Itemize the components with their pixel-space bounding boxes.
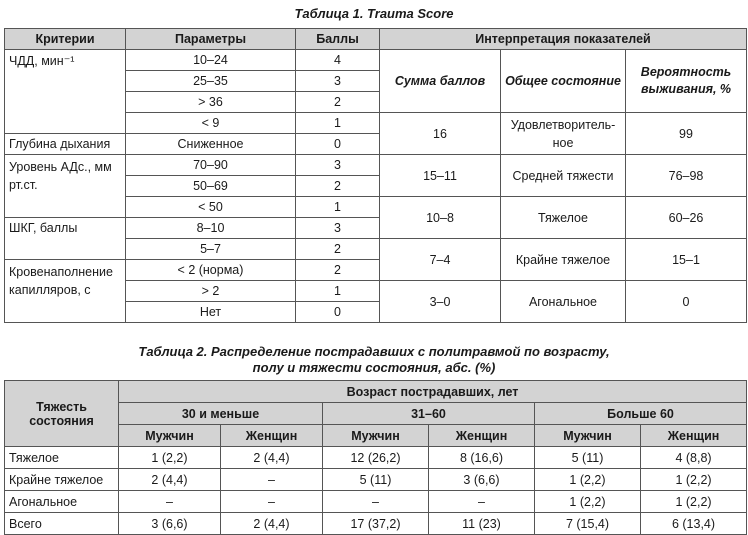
param-cell: Сниженное (126, 134, 296, 155)
criterion-bp: Уровень АДс., мм рт.ст. (5, 155, 126, 218)
points-cell: 2 (296, 176, 380, 197)
param-cell: 10–24 (126, 50, 296, 71)
param-cell: 5–7 (126, 239, 296, 260)
header-female: Женщин (221, 425, 323, 447)
header-male: Мужчин (119, 425, 221, 447)
interp-sum: 7–4 (380, 239, 501, 281)
interp-header-survival: Вероятность выживания, % (626, 50, 747, 113)
interp-survival: 76–98 (626, 155, 747, 197)
interp-sum: 15–11 (380, 155, 501, 197)
value-cell: 17 (37,2) (323, 513, 429, 535)
points-cell: 2 (296, 239, 380, 260)
value-cell: – (221, 469, 323, 491)
points-cell: 2 (296, 260, 380, 281)
table-row (5, 469, 747, 491)
param-cell: < 2 (норма) (126, 260, 296, 281)
points-cell: 3 (296, 155, 380, 176)
interp-survival: 60–26 (626, 197, 747, 239)
value-cell: – (323, 491, 429, 513)
interp-sum: 16 (380, 113, 501, 155)
param-cell: < 9 (126, 113, 296, 134)
header-male: Мужчин (535, 425, 641, 447)
row-label: Крайне тяжелое (5, 469, 119, 491)
interp-survival: 0 (626, 281, 747, 323)
value-cell: 6 (13,4) (641, 513, 747, 535)
value-cell: 4 (8,8) (641, 447, 747, 469)
interp-survival: 15–1 (626, 239, 747, 281)
value-cell: 1 (2,2) (641, 491, 747, 513)
points-cell: 0 (296, 134, 380, 155)
param-cell: 8–10 (126, 218, 296, 239)
header-age-group: 30 и меньше (119, 403, 323, 425)
interp-state: Агональное (501, 281, 626, 323)
value-cell: 3 (6,6) (429, 469, 535, 491)
interp-sum: 3–0 (380, 281, 501, 323)
value-cell: 2 (4,4) (221, 513, 323, 535)
interp-state: Тяжелое (501, 197, 626, 239)
value-cell: 3 (6,6) (119, 513, 221, 535)
param-cell: 50–69 (126, 176, 296, 197)
row-label: Агональное (5, 491, 119, 513)
interp-survival: 99 (626, 113, 747, 155)
table-row (5, 381, 747, 403)
value-cell: 1 (2,2) (535, 469, 641, 491)
interp-state: Крайне тяжелое (501, 239, 626, 281)
header-female: Женщин (429, 425, 535, 447)
param-cell: > 36 (126, 92, 296, 113)
table1-caption: Таблица 1. Trauma Score (294, 6, 454, 21)
param-cell: 70–90 (126, 155, 296, 176)
table-row (5, 155, 747, 176)
interp-sum: 10–8 (380, 197, 501, 239)
value-cell: – (429, 491, 535, 513)
header-criteria: Критерии (5, 29, 126, 50)
interp-header-state: Общее состояние (501, 50, 626, 113)
value-cell: – (119, 491, 221, 513)
points-cell: 2 (296, 92, 380, 113)
points-cell: 1 (296, 197, 380, 218)
row-label: Тяжелое (5, 447, 119, 469)
value-cell: 8 (16,6) (429, 447, 535, 469)
value-cell: 7 (15,4) (535, 513, 641, 535)
value-cell: 1 (2,2) (119, 447, 221, 469)
header-male: Мужчин (323, 425, 429, 447)
points-cell: 3 (296, 218, 380, 239)
value-cell: 5 (11) (323, 469, 429, 491)
criterion-depth: Глубина дыхания (5, 134, 126, 155)
param-cell: < 50 (126, 197, 296, 218)
param-cell: 25–35 (126, 71, 296, 92)
interp-state: Средней тяжести (501, 155, 626, 197)
value-cell: 1 (2,2) (535, 491, 641, 513)
header-parameters: Параметры (126, 29, 296, 50)
criterion-cap: Кровенаполнение капилляров, с (5, 260, 126, 323)
points-cell: 1 (296, 281, 380, 302)
table-row (5, 50, 747, 71)
points-cell: 1 (296, 113, 380, 134)
header-interpretation: Интерпретация показателей (380, 29, 747, 50)
table2-caption-line2: полу и тяжести состояния, абс. (%) (252, 360, 496, 375)
table-row (5, 29, 747, 50)
table-row (5, 447, 747, 469)
header-female: Женщин (641, 425, 747, 447)
criterion-gcs: ШКГ, баллы (5, 218, 126, 260)
interp-header-sum: Сумма баллов (380, 50, 501, 113)
header-points: Баллы (296, 29, 380, 50)
value-cell: 5 (11) (535, 447, 641, 469)
table2-caption-line1: Таблица 2. Распределение пострадавших с политравмой по возрасту, (138, 344, 610, 359)
value-cell: – (221, 491, 323, 513)
interp-state: Удовлетворитель-ное (501, 113, 626, 155)
header-severity: Тяжесть состояния (5, 381, 119, 447)
header-age: Возраст пострадавших, лет (119, 381, 747, 403)
value-cell: 1 (2,2) (641, 469, 747, 491)
trauma-score-table (4, 28, 747, 323)
row-label: Всего (5, 513, 119, 535)
value-cell: 11 (23) (429, 513, 535, 535)
points-cell: 0 (296, 302, 380, 323)
param-cell: Нет (126, 302, 296, 323)
value-cell: 2 (4,4) (119, 469, 221, 491)
table-row (5, 491, 747, 513)
points-cell: 3 (296, 71, 380, 92)
value-cell: 2 (4,4) (221, 447, 323, 469)
casualties-distribution-table (4, 380, 747, 535)
criterion-rr: ЧДД, мин⁻¹ (5, 50, 126, 134)
header-age-group: Больше 60 (535, 403, 747, 425)
points-cell: 4 (296, 50, 380, 71)
value-cell: 12 (26,2) (323, 447, 429, 469)
table-row (5, 513, 747, 535)
header-age-group: 31–60 (323, 403, 535, 425)
param-cell: > 2 (126, 281, 296, 302)
